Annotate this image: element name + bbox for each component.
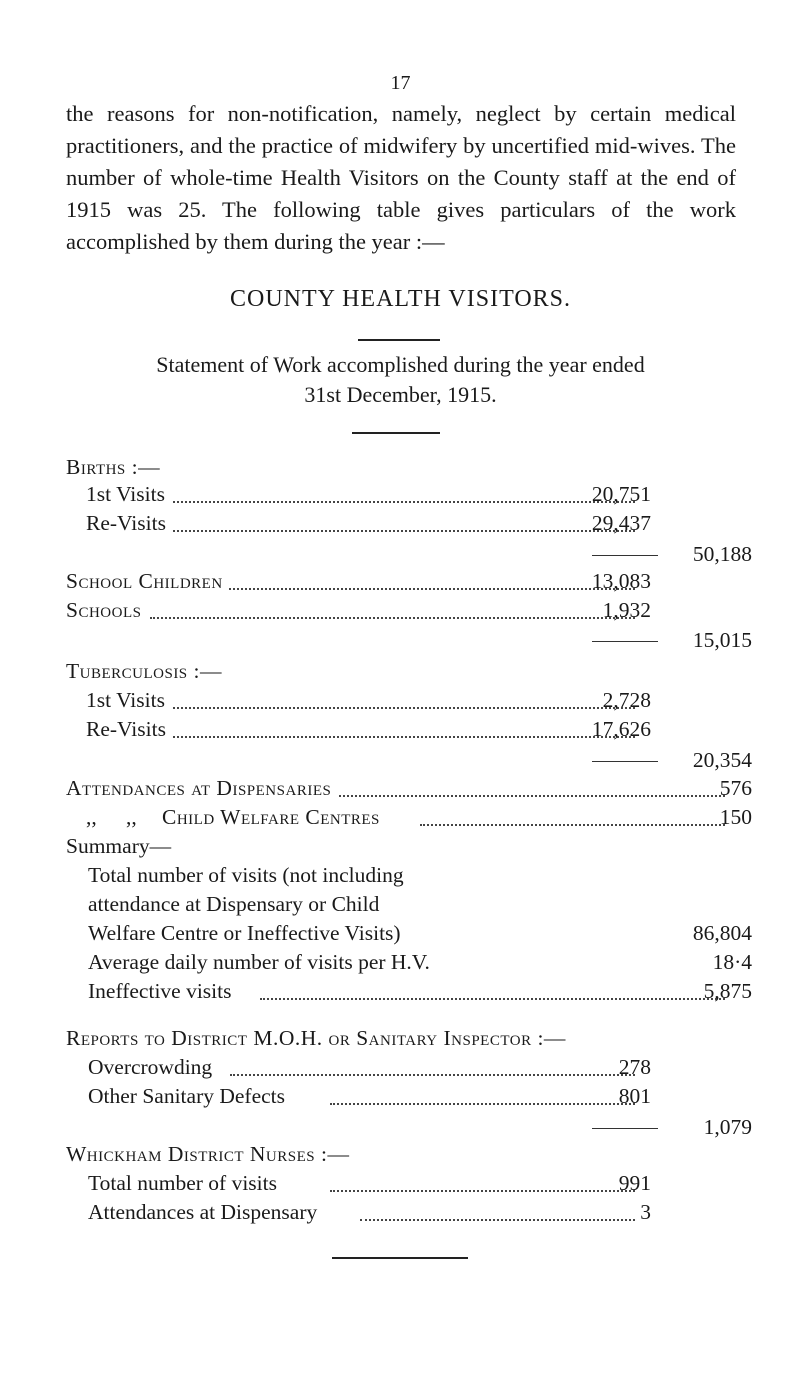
tb-total-row [0, 746, 801, 774]
overcrowding-row [0, 1053, 801, 1081]
whickham-visits-label: Total number of visits [88, 1169, 283, 1197]
births-re-visits-row [0, 509, 801, 537]
heading-rule [358, 339, 440, 341]
leader-dots [330, 1103, 635, 1105]
births-total: 50,188 [692, 542, 752, 566]
whickham-visits-value: 991 [618, 1171, 651, 1195]
overcrowding-value: 278 [618, 1055, 651, 1079]
welfare-label: Child Welfare Centres [162, 803, 386, 831]
tuberculosis-title: Tuberculosis :— [66, 659, 222, 683]
leader-dots [200, 588, 635, 590]
overcrowding-label: Overcrowding [88, 1053, 218, 1081]
other-defects-row [0, 1082, 801, 1110]
tb-re-visits-value: 17,626 [591, 717, 651, 741]
other-defects-value: 801 [618, 1084, 651, 1108]
summary-average-value: 18·4 [712, 950, 752, 974]
summary-average-label: Average daily number of visits per H.V. [88, 948, 436, 976]
school-total-row [0, 626, 801, 654]
tb-re-visits-label: Re-Visits [86, 715, 172, 743]
other-defects-label: Other Sanitary Defects [88, 1082, 291, 1110]
section-heading: COUNTY HEALTH VISITORS. [229, 286, 572, 312]
reports-total: 1,079 [703, 1115, 752, 1139]
summary-total-row [0, 919, 801, 947]
whickham-dispensary-label: Attendances at Dispensary [88, 1198, 323, 1226]
leader-dots [150, 617, 635, 619]
leader-dots [150, 707, 635, 709]
dispensaries-row [0, 774, 801, 802]
statement-rule [352, 432, 440, 434]
tb-first-visits-label: 1st Visits [86, 686, 171, 714]
summary-title: Summary— [66, 834, 172, 858]
welfare-value: 150 [719, 805, 752, 829]
schools-label: Schools [66, 596, 147, 624]
births-first-visits-value: 20,751 [591, 482, 651, 506]
leader-dots [150, 736, 635, 738]
births-total-row [0, 540, 801, 568]
births-first-visits-label: 1st Visits [86, 480, 171, 508]
schools-row [0, 596, 801, 624]
whickham-dispensary-value: 3 [640, 1200, 651, 1224]
reports-total-row [0, 1113, 801, 1141]
welfare-ditto-2: ,, [126, 803, 143, 831]
births-re-visits-value: 29,437 [591, 511, 651, 535]
summary-ineffective-label: Ineffective visits [88, 977, 238, 1005]
whickham-visits-row [0, 1169, 801, 1197]
leader-dots [150, 501, 635, 503]
leader-dots [150, 530, 635, 532]
intro-paragraph: the reasons for non-notification, namely, neglect by certain medical practitioners, and the practice of midwifery by uncertified mid-wives. The number of whole-time Health Visitors on the County staff at the end of 1915 was 25. The following table gives particulars of the work accomplished by them during the year :— [66, 101, 736, 254]
tb-first-visits-row [0, 686, 801, 714]
tb-first-visits-value: 2,728 [602, 688, 651, 712]
leader-dots [260, 998, 725, 1000]
school-total: 15,015 [692, 628, 752, 652]
births-re-visits-label: Re-Visits [86, 509, 172, 537]
school-children-value: 13,083 [591, 569, 651, 593]
welfare-ditto: ,, [86, 803, 103, 831]
tb-re-visits-row [0, 715, 801, 743]
births-title: Births :— [66, 455, 161, 479]
summary-ineffective-value: 5,875 [703, 979, 752, 1003]
leader-dots [420, 824, 725, 826]
leader-dots [360, 1219, 635, 1221]
tb-total: 20,354 [692, 748, 752, 772]
dispensaries-label: Attendances at Dispensaries [66, 774, 337, 802]
births-first-visits-row [0, 480, 801, 508]
leader-dots [330, 1190, 635, 1192]
leader-dots [320, 795, 725, 797]
school-children-row [0, 567, 801, 595]
summary-total-line-1: Total number of visits (not including [88, 863, 404, 887]
statement-line-1: Statement of Work accomplished during the year ended [156, 352, 645, 377]
school-children-label: School Children [66, 567, 229, 595]
summary-total-line-2: attendance at Dispensary or Child [88, 892, 380, 916]
statement-line-2: 31st December, 1915. [304, 382, 497, 407]
welfare-row [0, 803, 801, 831]
summary-average-row [0, 948, 801, 976]
closing-rule [332, 1257, 468, 1259]
whickham-dispensary-row [0, 1198, 801, 1226]
summary-ineffective-row [0, 977, 801, 1005]
summary-total-value: 86,804 [692, 921, 752, 945]
whickham-title: Whickham District Nurses :— [66, 1142, 350, 1166]
dispensaries-value: 576 [719, 776, 752, 800]
leader-dots [230, 1074, 635, 1076]
reports-title: Reports to District M.O.H. or Sanitary Inspector :— [66, 1026, 566, 1050]
schools-value: 1,932 [602, 598, 651, 622]
summary-total-line-3: Welfare Centre or Ineffective Visits) [88, 919, 407, 947]
page-number: 17 [390, 72, 411, 94]
